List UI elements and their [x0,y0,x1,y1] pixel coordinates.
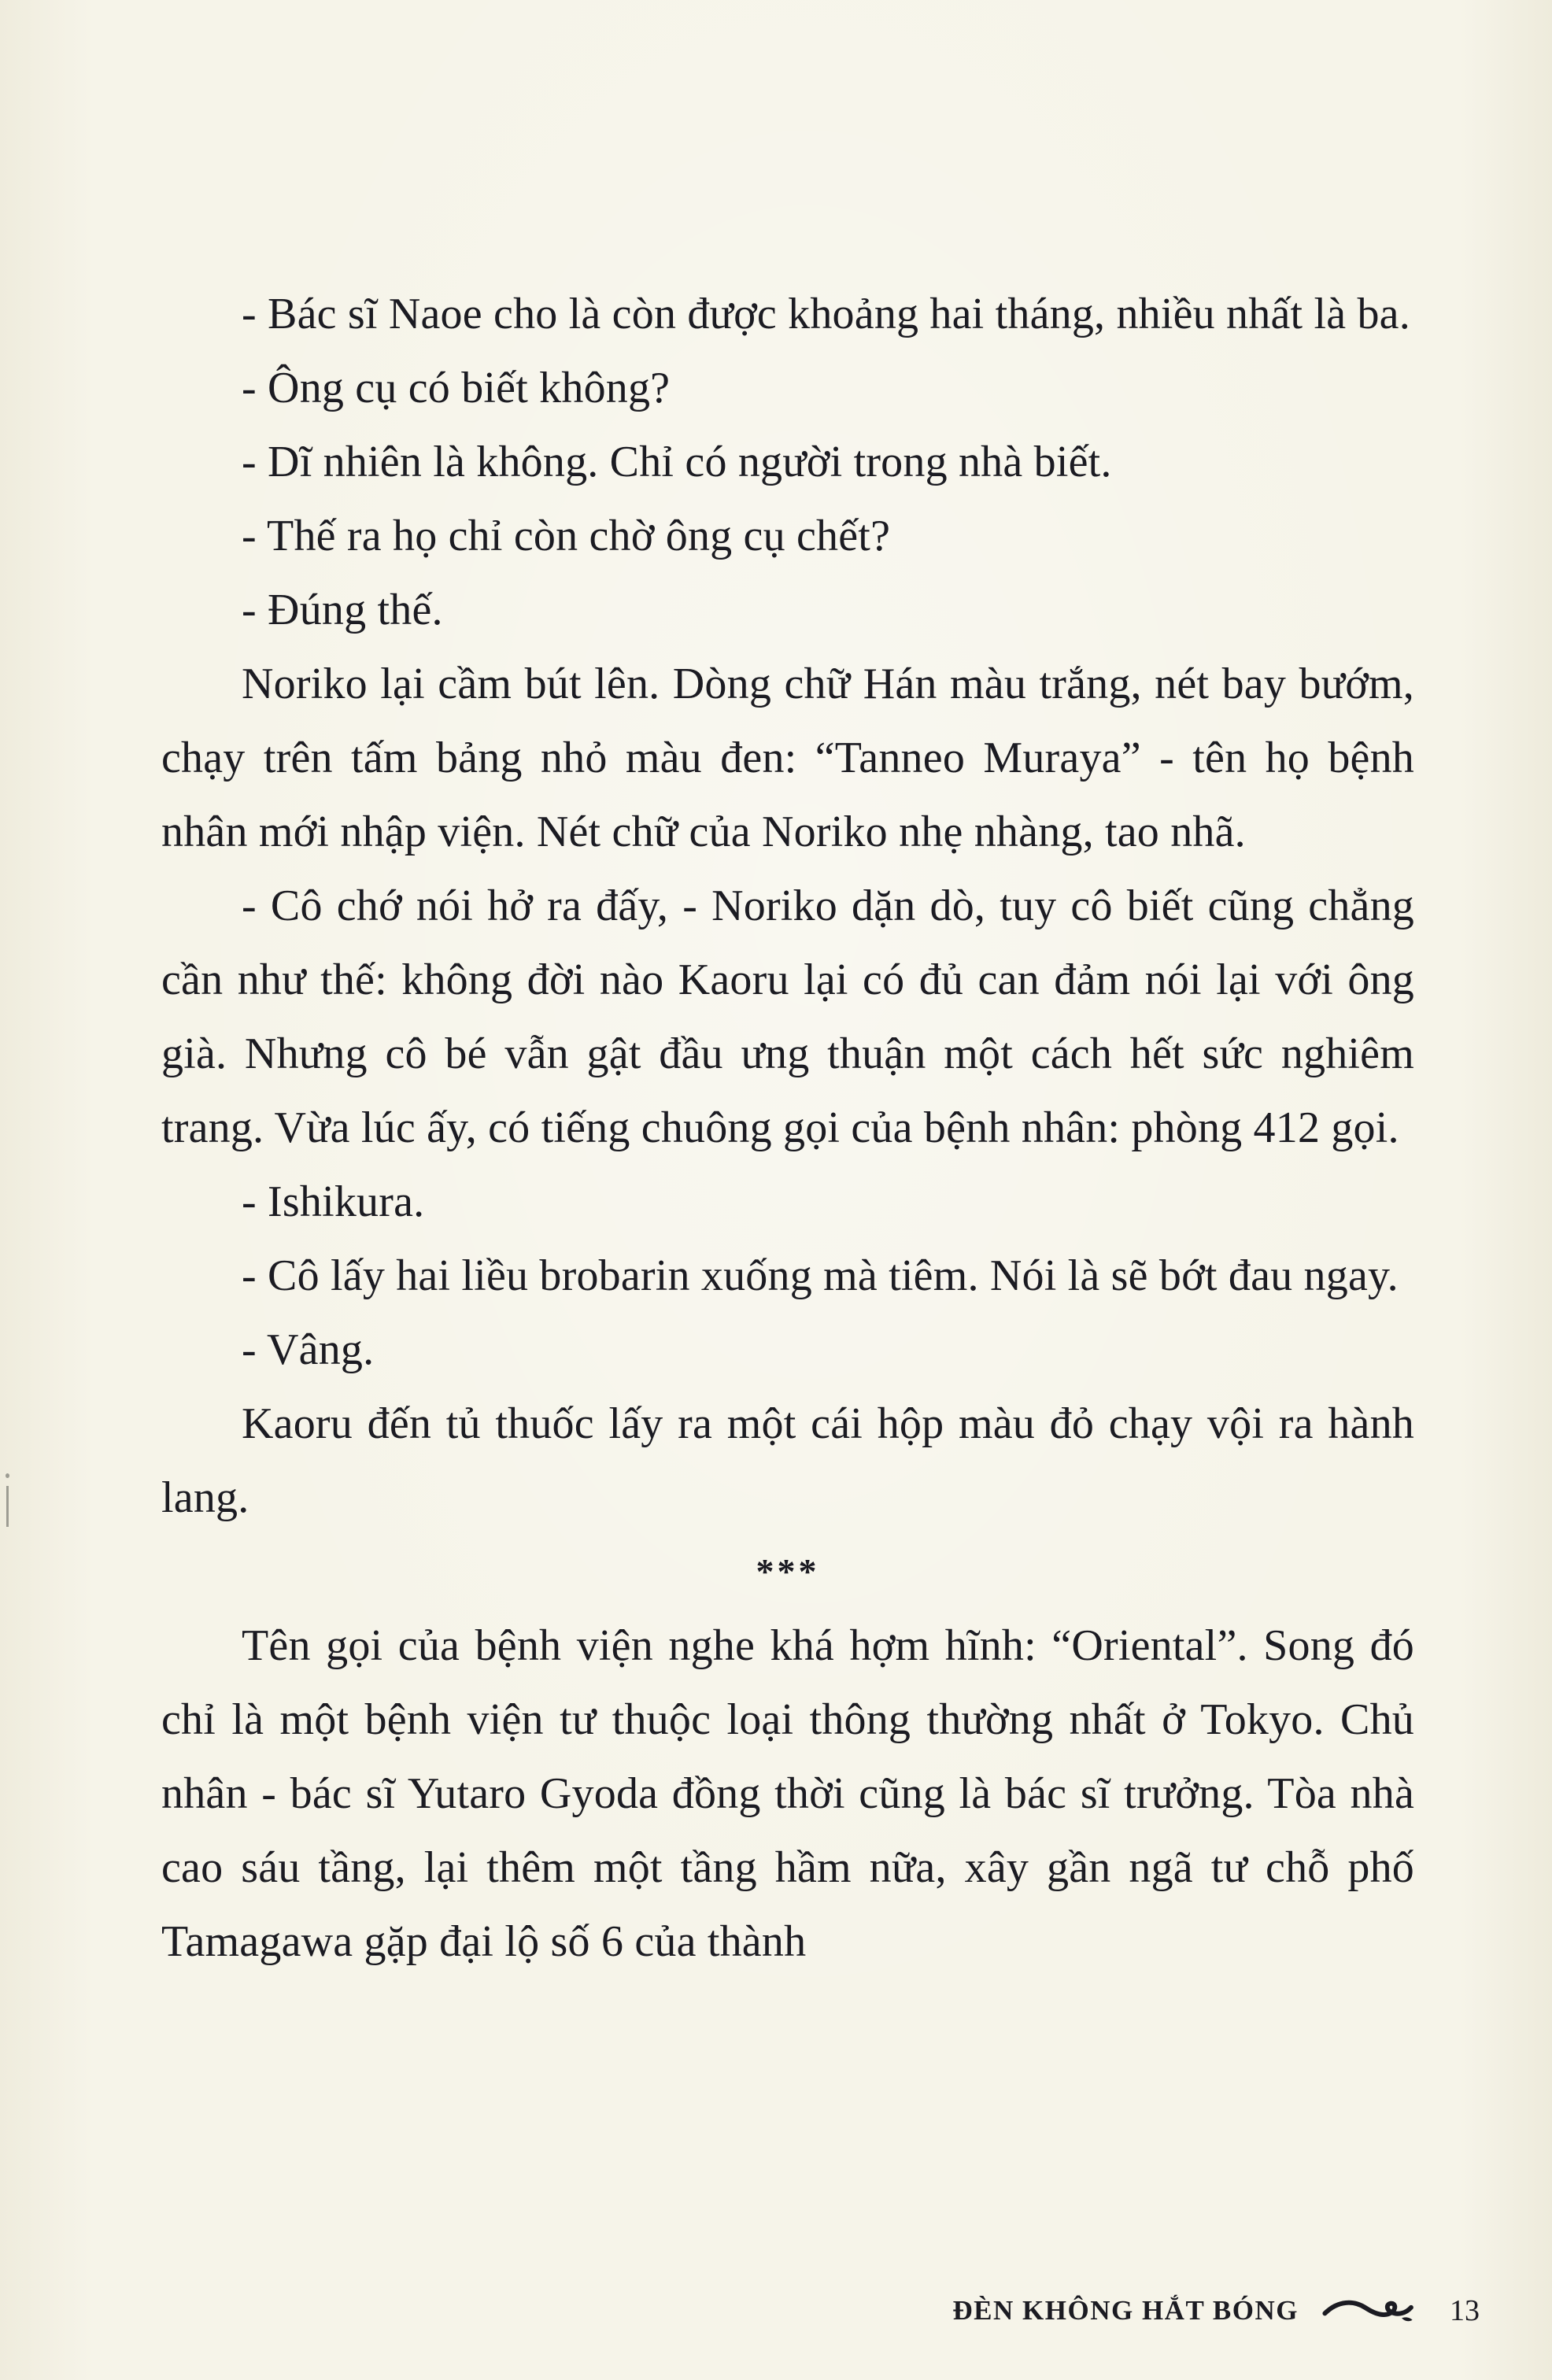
dialogue-line: - Thế ra họ chỉ còn chờ ông cụ chết? [242,512,891,560]
narrative-paragraph: Noriko lại cầm bút lên. Dòng chữ Hán màu trắng, nét bay bướm, chạy trên tấm bảng nhỏ màu đen: “Tanneo Muraya” - tên họ bệnh nhân mới nhập viện. Nét chữ của Noriko nhẹ nhàng, tao nhã. [161,660,1414,856]
dialogue-line: - Vâng. [242,1325,375,1374]
narrative-paragraph: Kaoru đến tủ thuốc lấy ra một cái hộp màu đỏ chạy vội ra hành lang. [161,1399,1414,1522]
dialogue-line: - Ông cụ có biết không? [242,364,671,412]
dialogue-line: - Dĩ nhiên là không. Chỉ có người trong nhà biết. [242,438,1112,486]
narrative-paragraph: Tên gọi của bệnh viện nghe khá hợm hĩnh: “Oriental”. Song đó chỉ là một bệnh viện tư thuộc loại thông thường nhất ở Tokyo. Chủ nhân - bác sĩ Yutaro Gyoda đồng thời cũng là bác sĩ trưởng. Tòa nhà cao sáu tầng, lại thêm một tầng hầm nữa, xây gần ngã tư chỗ phố Tamagawa gặp đại lộ số 6 của thành [161,1621,1414,1966]
dialogue-line: - Cô lấy hai liều brobarin xuống mà tiêm. Nói là sẽ bớt đau ngay. [242,1251,1399,1300]
narrative-paragraph: - Cô chớ nói hở ra đấy, - Noriko dặn dò, tuy cô biết cũng chẳng cần như thế: không đời nào Kaoru lại có đủ can đảm nói lại với ông già. Nhưng cô bé vẫn gật đầu ưng thuận một cách hết sức nghiêm trang. Vừa lúc ấy, có tiếng chuông gọi của bệnh nhân: phòng 412 gọi. [161,881,1414,1152]
page-body [161,277,1414,1979]
dialogue-line: - Ishikura. [242,1177,425,1226]
page-number: 13 [1450,2294,1480,2327]
dialogue-line: - Đúng thế. [242,586,443,634]
running-title: ĐÈN KHÔNG HẮT BÓNG [952,2295,1299,2326]
scan-artifact [6,1486,9,1527]
dialogue-line: - Bác sĩ Naoe cho là còn được khoảng hai tháng, nhiều nhất là ba. [242,290,1410,338]
flourish-icon [1322,2293,1415,2328]
page-footer [952,2293,1480,2328]
section-separator: *** [756,1551,820,1591]
